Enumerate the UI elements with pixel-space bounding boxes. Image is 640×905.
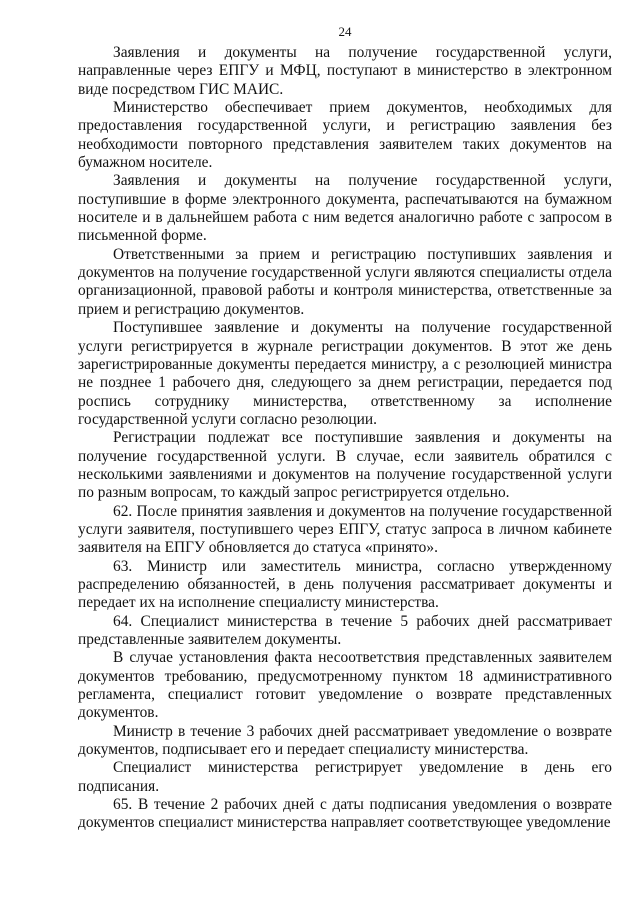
paragraph: Заявления и документы на получение государственной услуги, направленные через ЕПГУ и МФЦ, поступают в министерство в электронном виде посредством ГИС МАИС. xyxy=(78,44,612,98)
paragraph: 63. Министр или заместитель министра, согласно утвержденному распределению обязанностей, в день получения рассматривает документы и передает их на исполнение специалисту министерства. xyxy=(78,557,612,612)
paragraph: Специалист министерства регистрирует уведомление в день его подписания. xyxy=(78,759,612,795)
paragraph: Регистрации подлежат все поступившие заявления и документы на получение государственной услуги. В случае, если заявитель обратился с несколькими заявлениями и документов на получение государственной услуги по разным вопросам, то каждый запрос регистрируется отдельно. xyxy=(78,429,612,502)
paragraph: Заявления и документы на получение государственной услуги, поступившие в форме электронного документа, распечатываются на бумажном носителе и в дальнейшем работа с ним ведется аналогично работе с запросом в письменной форме. xyxy=(78,172,612,245)
paragraph: Ответственными за прием и регистрацию поступивших заявления и документов на получение государственной услуги являются специалисты отдела организационной, правовой работы и контроля министерства, ответственные за прием и регистрацию документов. xyxy=(78,245,612,318)
page-number: 24 xyxy=(338,24,352,39)
paragraph: Поступившее заявление и документы на получение государственной услуги регистрируется в журнале регистрации документов. В этот же день зарегистрированные документы передается министру, а с резолюцией министра не позднее 1 рабочего дня, следующего за днем регистрации, передается под роспись сотруднику министерства, ответственному за исполнение государственной услуги согласно резолюции. xyxy=(78,319,612,428)
paragraph: 62. После принятия заявления и документов на получение государственной услуги заявителя, поступившего через ЕПГУ, статус запроса в личном кабинете заявителя на ЕПГУ обновляется до статуса «принято». xyxy=(78,502,612,557)
paragraph: Министр в течение 3 рабочих дней рассматривает уведомление о возврате документов, подписывает его и передает специалисту министерства. xyxy=(78,722,612,759)
paragraph: 65. В течение 2 рабочих дней с даты подписания уведомления о возврате документов специалист министерства направляет соответствующее уведомление xyxy=(78,796,612,832)
paragraph: Министерство обеспечивает прием документов, необходимых для предоставления государственной услуги, и регистрацию заявления без необходимости повторного представления заявителем таких документов на бумажном носителе. xyxy=(78,99,612,172)
paragraph: В случае установления факта несоответствия представленных заявителем документов требованию, предусмотренному пунктом 18 административного регламента, специалист готовит уведомление о возврате представленных документов. xyxy=(78,649,612,722)
document-page xyxy=(78,24,612,833)
paragraph: 64. Специалист министерства в течение 5 рабочих дней рассматривает представленные заявителем документы. xyxy=(78,612,612,648)
